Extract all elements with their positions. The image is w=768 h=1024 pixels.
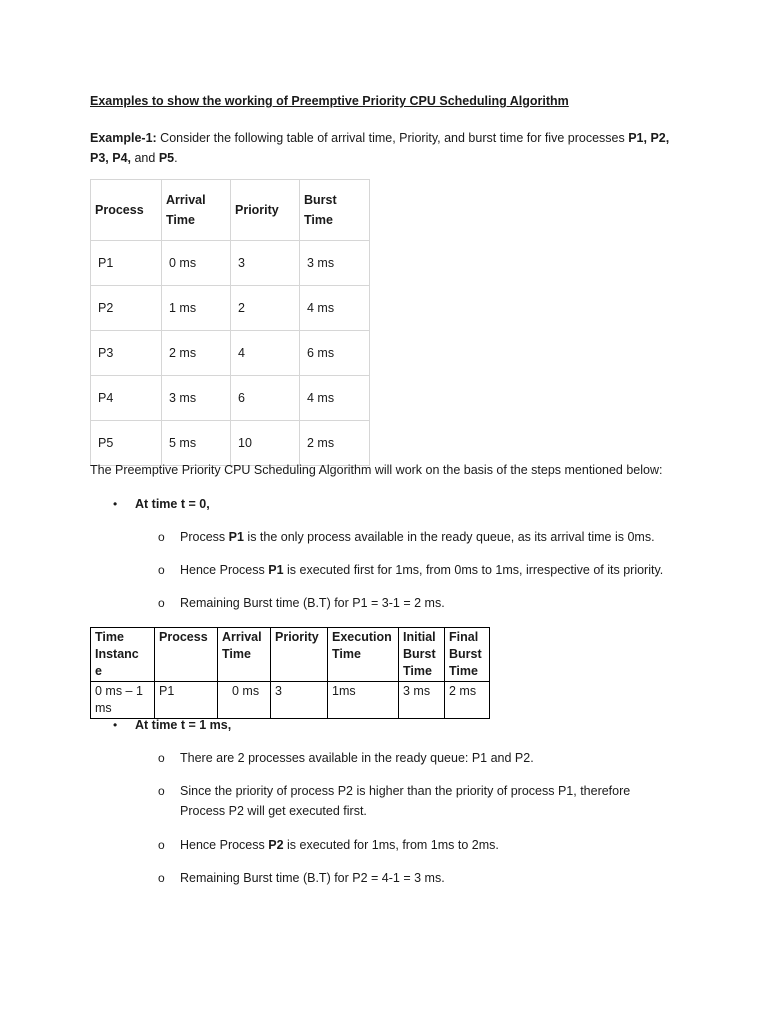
cell: 4 ms bbox=[300, 286, 370, 331]
step2-title: At time t = 1 ms, bbox=[135, 718, 232, 732]
text: is the only process available in the ready queue, as its arrival time is 0ms. bbox=[243, 530, 655, 544]
table-header-row bbox=[91, 628, 490, 682]
sub-bullet-icon: o bbox=[158, 871, 165, 885]
cell: 6 ms bbox=[300, 331, 370, 376]
cell: P4 bbox=[91, 376, 162, 421]
cell: 2 ms bbox=[162, 331, 231, 376]
bold-text: P1 bbox=[268, 563, 284, 577]
cell: P5 bbox=[91, 421, 162, 466]
step2-item-4 bbox=[180, 871, 445, 885]
cell: 0 ms bbox=[162, 241, 231, 286]
sub-bullet-icon: o bbox=[158, 784, 165, 798]
intro-p1p2: P1, P2, bbox=[628, 131, 670, 145]
document-heading: Examples to show the working of Preemptive Priority CPU Scheduling Algorithm bbox=[90, 94, 569, 108]
table-row bbox=[91, 331, 370, 376]
table-row bbox=[91, 286, 370, 331]
step1-item-3 bbox=[180, 596, 445, 610]
bullet-icon: • bbox=[113, 497, 118, 511]
text: Remaining Burst time (B.T) for P1 = 3-1 = 2 ms. bbox=[180, 596, 445, 610]
intro-p5: P5 bbox=[158, 151, 175, 165]
header-priority: Priority bbox=[231, 180, 300, 241]
text: Since the priority of process P2 is higher than the priority of process P1, therefore Process P2 will get executed first. bbox=[180, 784, 631, 818]
example-label: Example-1: bbox=[90, 131, 157, 145]
cell: 1ms bbox=[328, 682, 399, 719]
cell: 6 bbox=[231, 376, 300, 421]
cell: 0 ms bbox=[218, 682, 271, 719]
step2-item-1 bbox=[180, 751, 534, 765]
steps-intro: The Preemptive Priority CPU Scheduling Algorithm will work on the basis of the steps mentioned below: bbox=[90, 463, 663, 477]
bullet-icon: • bbox=[113, 718, 118, 732]
header-arrival-time: Arrival Time bbox=[162, 180, 231, 241]
sub-bullet-icon: o bbox=[158, 596, 165, 610]
sub-bullet-icon: o bbox=[158, 530, 165, 544]
cell: 2 bbox=[231, 286, 300, 331]
cell: 3 bbox=[271, 682, 328, 719]
cell: 10 bbox=[231, 421, 300, 466]
cell: 5 ms bbox=[162, 421, 231, 466]
table-row bbox=[91, 682, 490, 719]
header-time-instance: Time Instanc e bbox=[91, 628, 155, 682]
text: is executed for 1ms, from 1ms to 2ms. bbox=[283, 838, 499, 852]
example-intro bbox=[90, 128, 690, 168]
cell: 2 ms bbox=[300, 421, 370, 466]
text: is executed first for 1ms, from 0ms to 1ms, irrespective of its priority. bbox=[283, 563, 664, 577]
table-row bbox=[91, 376, 370, 421]
text: Hence Process bbox=[180, 838, 269, 852]
cell: P1 bbox=[91, 241, 162, 286]
header-execution-time: Execution Time bbox=[328, 628, 399, 682]
text: Hence Process bbox=[180, 563, 269, 577]
cell: 2 ms bbox=[445, 682, 490, 719]
sub-bullet-icon: o bbox=[158, 563, 165, 577]
text: Remaining Burst time (B.T) for P2 = 4-1 = 3 ms. bbox=[180, 871, 445, 885]
intro-p3p4: P3, P4, bbox=[90, 151, 131, 165]
intro-and: and bbox=[131, 151, 159, 165]
header-process: Process bbox=[155, 628, 218, 682]
text: Process bbox=[180, 530, 229, 544]
header-final-burst-time: Final Burst Time bbox=[445, 628, 490, 682]
step1-item-2 bbox=[180, 563, 663, 577]
intro-end: . bbox=[174, 151, 178, 165]
cell: 1 ms bbox=[162, 286, 231, 331]
text: There are 2 processes available in the ready queue: P1 and P2. bbox=[180, 751, 534, 765]
bold-text: P2 bbox=[268, 838, 284, 852]
table-header-row bbox=[91, 180, 370, 241]
header-arrival-time: Arrival Time bbox=[218, 628, 271, 682]
header-priority: Priority bbox=[271, 628, 328, 682]
process-table bbox=[90, 179, 370, 466]
step2-item-3 bbox=[180, 838, 499, 852]
cell: 3 bbox=[231, 241, 300, 286]
cell: 3 ms bbox=[399, 682, 445, 719]
table-row bbox=[91, 241, 370, 286]
header-initial-burst-time: Initial Burst Time bbox=[399, 628, 445, 682]
sub-bullet-icon: o bbox=[158, 751, 165, 765]
cell-time-instance: 0 ms – 1 ms bbox=[91, 682, 155, 719]
header-burst-time: Burst Time bbox=[300, 180, 370, 241]
cell: 3 ms bbox=[300, 241, 370, 286]
cell: P2 bbox=[91, 286, 162, 331]
intro-text: Consider the following table of arrival time, Priority, and burst time for five processes bbox=[156, 131, 629, 145]
step2-item-2 bbox=[180, 781, 650, 821]
cell: P1 bbox=[155, 682, 218, 719]
cell: 4 ms bbox=[300, 376, 370, 421]
execution-table bbox=[90, 627, 490, 719]
step1-title: At time t = 0, bbox=[135, 497, 210, 511]
bold-text: P1 bbox=[228, 530, 244, 544]
step1-item-1 bbox=[180, 530, 655, 544]
cell: P3 bbox=[91, 331, 162, 376]
cell: 3 ms bbox=[162, 376, 231, 421]
table-row bbox=[91, 421, 370, 466]
cell: 4 bbox=[231, 331, 300, 376]
sub-bullet-icon: o bbox=[158, 838, 165, 852]
header-process: Process bbox=[91, 180, 162, 241]
